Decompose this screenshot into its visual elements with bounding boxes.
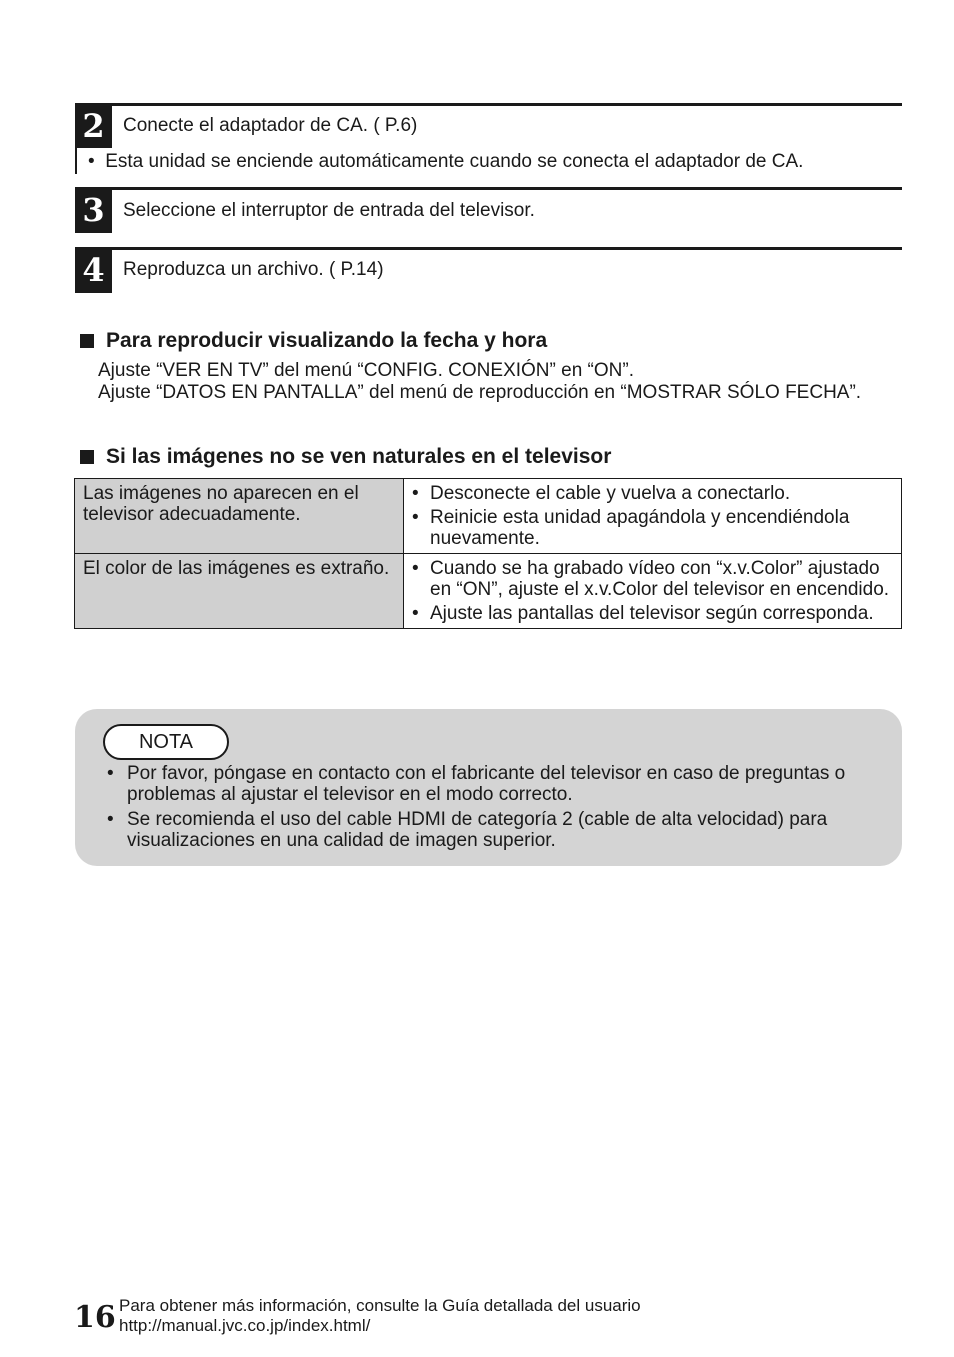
step-divider: [75, 247, 902, 250]
cause-cell: El color de las imágenes es extraño.: [75, 554, 404, 629]
remedy-item: • Cuando se ha grabado vídeo con “x.v.Color” ajustado en “ON”, ajuste el x.v.Color del televisor en encendido.: [408, 558, 895, 600]
instruction-line: Ajuste “DATOS EN PANTALLA” del menú de reproducción en “MOSTRAR SÓLO FECHA”.: [98, 382, 862, 403]
note-box: [75, 709, 902, 866]
step-number: 2: [75, 103, 112, 148]
square-bullet-icon: [80, 450, 94, 464]
note-item: • Se recomienda el uso del cable HDMI de categoría 2 (cable de alta velocidad) para visualizaciones en una calidad de imagen superior.: [107, 809, 877, 851]
footer-reference: [119, 1296, 641, 1336]
section-heading-text: Para reproducir visualizando la fecha y hora: [106, 329, 548, 352]
step-2: [75, 103, 902, 175]
section-heading-date: [80, 329, 547, 353]
note-list: [107, 763, 877, 855]
step-3: [75, 187, 902, 233]
note-label: NOTA: [103, 724, 229, 760]
step-instruction: Reproduzca un archivo. ( P.14): [123, 259, 384, 280]
footer-line: Para obtener más información, consulte la Guía detallada del usuario: [119, 1296, 641, 1315]
table-row: [75, 479, 902, 554]
remedy-cell: [404, 554, 902, 629]
step-number: 3: [75, 187, 112, 233]
step-bullet-text: Esta unidad se enciende automáticamente cuando se conecta el adaptador de CA.: [105, 151, 804, 172]
step-number: 4: [75, 247, 112, 293]
step-connector: [75, 148, 77, 174]
remedy-item: • Desconecte el cable y vuelva a conectarlo.: [408, 483, 895, 504]
date-instructions: [98, 360, 888, 404]
step-divider: [75, 187, 902, 190]
footer-url: http://manual.jvc.co.jp/index.html/: [119, 1316, 371, 1335]
step-bullet-note: • Esta unidad se enciende automáticamente cuando se conecta el adaptador de CA.: [88, 151, 804, 172]
page-number: 16: [74, 1300, 116, 1335]
remedy-item: • Ajuste las pantallas del televisor según corresponda.: [408, 603, 895, 624]
note-item: • Por favor, póngase en contacto con el fabricante del televisor en caso de preguntas o problemas al ajustar el televisor en el modo correcto.: [107, 763, 877, 805]
section-heading-text: Si las imágenes no se ven naturales en el televisor: [106, 445, 612, 468]
instruction-line: Ajuste “VER EN TV” del menú “CONFIG. CONEXIÓN” en “ON”.: [98, 360, 634, 381]
remedy-cell: [404, 479, 902, 554]
step-instruction: Conecte el adaptador de CA. ( P.6): [123, 115, 418, 136]
step-4: [75, 247, 902, 293]
remedy-item: • Reinicie esta unidad apagándola y encendiéndola nuevamente.: [408, 507, 895, 549]
troubleshooting-table: [74, 478, 902, 629]
cause-cell: Las imágenes no aparecen en el televisor adecuadamente.: [75, 479, 404, 554]
section-heading-tv: [80, 445, 611, 469]
square-bullet-icon: [80, 334, 94, 348]
step-divider: [75, 103, 902, 106]
table-row: [75, 554, 902, 629]
step-instruction: Seleccione el interruptor de entrada del televisor.: [123, 200, 535, 221]
